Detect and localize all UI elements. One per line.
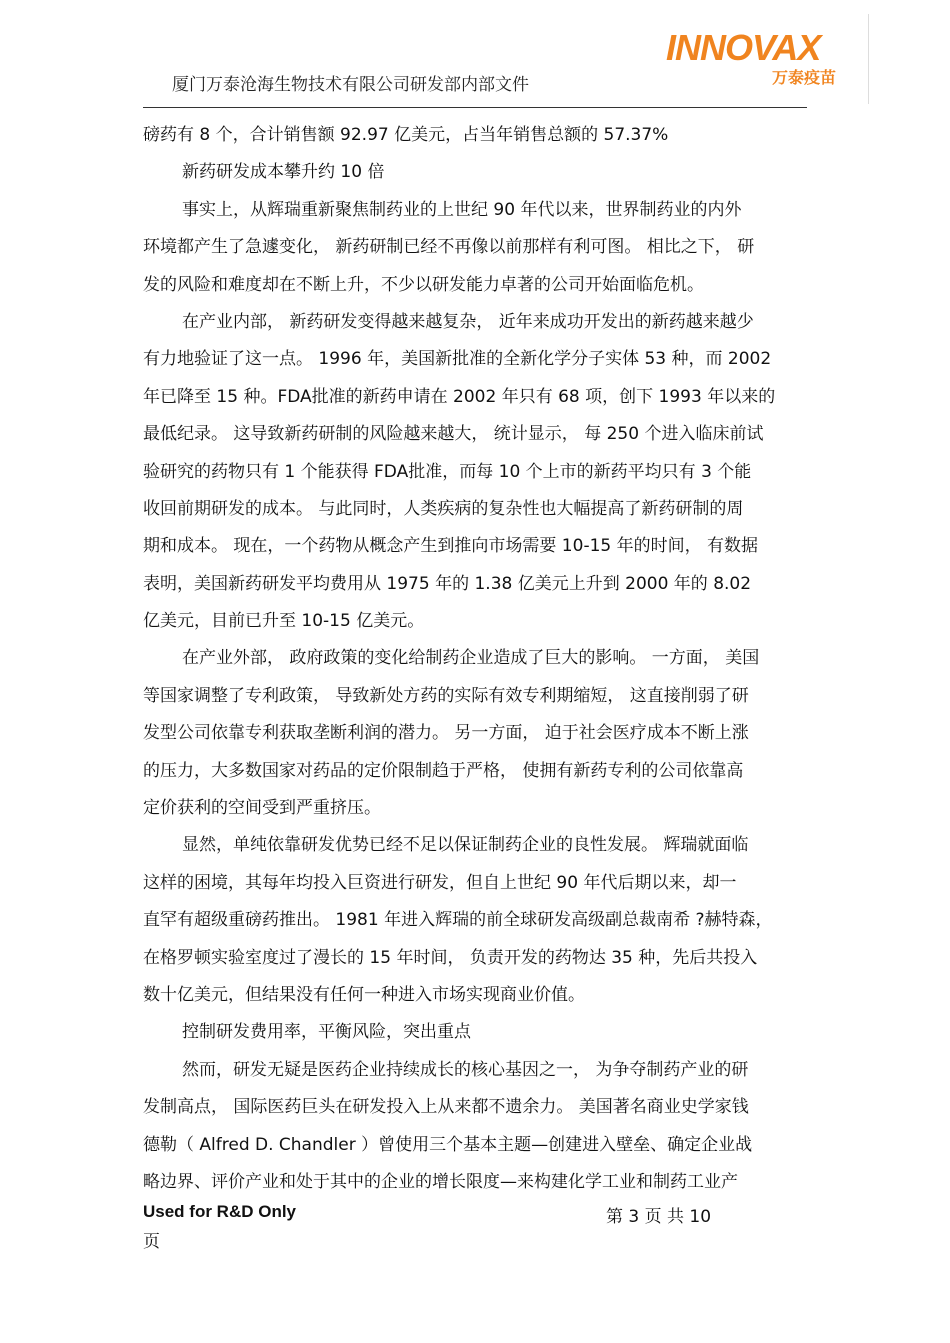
text-line: 等国家调整了专利政策， 导致新处方药的实际有效专利期缩短， 这直接削弱了研 xyxy=(143,685,749,706)
text-line: 在格罗顿实验室度过了漫长的 15 年时间， 负责开发的药物达 35 种，先后共投入 xyxy=(143,947,758,968)
logo-brand-text: INNOVAX xyxy=(666,27,821,68)
text-line: 事实上，从辉瑞重新聚焦制药业的上世纪 90 年代以来，世界制药业的内外 xyxy=(182,199,742,220)
page-edge-divider xyxy=(868,14,869,104)
page-number-continuation: 页 xyxy=(143,1232,160,1252)
text-line: 亿美元，目前已升至 10-15 亿美元。 xyxy=(143,611,425,632)
header-divider xyxy=(143,107,807,108)
text-line: 数十亿美元，但结果没有任何一种进入市场实现商业价值。 xyxy=(143,984,585,1005)
text-line: 这样的困境，其每年均投入巨资进行研发，但自上世纪 90 年代后期以来，却一 xyxy=(143,872,737,893)
text-line: 略边界、评价产业和处于其中的企业的增长限度—来构建化学工业和制药工业产 xyxy=(143,1171,738,1192)
text-line: 在产业外部， 政府政策的变化给制药企业造成了巨大的影响。 一方面， 美国 xyxy=(182,648,760,669)
text-line: 收回前期研发的成本。 与此同时，人类疾病的复杂性也大幅提高了新药研制的周 xyxy=(143,498,744,519)
text-line: 发制高点， 国际医药巨头在研发投入上从来都不遗余力。 美国著名商业史学家钱 xyxy=(143,1097,749,1118)
text-line: 发的风险和难度却在不断上升，不少以研发能力卓著的公司开始面临危机。 xyxy=(143,274,704,295)
text-line: 控制研发费用率，平衡风险，突出重点 xyxy=(182,1022,471,1043)
text-line: 磅药有 8 个，合计销售额 92.97 亿美元，占当年销售总额的 57.37% xyxy=(143,125,669,145)
document-body xyxy=(143,117,813,1201)
text-line: 在产业内部， 新药研发变得越来越复杂， 近年来成功开发出的新药越来越少 xyxy=(182,311,754,332)
text-line: 最低纪录。 这导致新药研制的风险越来越大， 统计显示， 每 250 个进入临床前试 xyxy=(143,424,764,445)
text-line: 定价获利的空间受到严重挤压。 xyxy=(143,798,381,819)
text-line: 的压力，大多数国家对药品的定价限制趋于严格， 使拥有新药专利的公司依靠高 xyxy=(143,760,744,781)
text-line: 新药研发成本攀升约 10 倍 xyxy=(182,162,385,183)
logo-subtitle-text: 万泰疫苗 xyxy=(772,68,837,87)
text-line: 表明，美国新药研发平均费用从 1975 年的 1.38 亿美元上升到 2000 年的 8.02 xyxy=(143,573,752,594)
innovax-logo xyxy=(664,26,854,92)
page-number: 第 3 页 共 10 xyxy=(606,1207,712,1227)
text-line: 直罕有超级重磅药推出。 1981 年进入辉瑞的前全球研发高级副总裁南希 ?赫特森， xyxy=(143,910,773,931)
header-title: 厦门万泰沧海生物技术有限公司研发部内部文件 xyxy=(172,75,529,95)
text-line: 有力地验证了这一点。 1996 年，美国新批准的全新化学分子实体 53 种，而 2002 xyxy=(143,349,772,370)
text-line: 环境都产生了急遽变化， 新药研制已经不再像以前那样有利可图。 相比之下， 研 xyxy=(143,237,755,258)
text-line: 德勒（ Alfred D. Chandler ）曾使用三个基本主题—创建进入壁垒、确定企业战 xyxy=(143,1134,753,1155)
text-line: 验研究的药物只有 1 个能获得 FDA批准，而每 10 个上市的新药平均只有 3 个能 xyxy=(143,461,752,482)
text-line: 发型公司依靠专利获取垄断利润的潜力。 另一方面， 迫于社会医疗成本不断上涨 xyxy=(143,723,749,744)
text-line: 期和成本。 现在，一个药物从概念产生到推向市场需要 10-15 年的时间， 有数据 xyxy=(143,536,759,557)
text-line: 年已降至 15 种。FDA批准的新药申请在 2002 年只有 68 项，创下 1993 年以来的 xyxy=(143,386,776,407)
footer-note: Used for R&D Only xyxy=(143,1202,297,1221)
text-line: 然而，研发无疑是医药企业持续成长的核心基因之一， 为争夺制药产业的研 xyxy=(182,1059,749,1080)
text-line: 显然，单纯依靠研发优势已经不足以保证制药企业的良性发展。 辉瑞就面临 xyxy=(182,835,749,856)
